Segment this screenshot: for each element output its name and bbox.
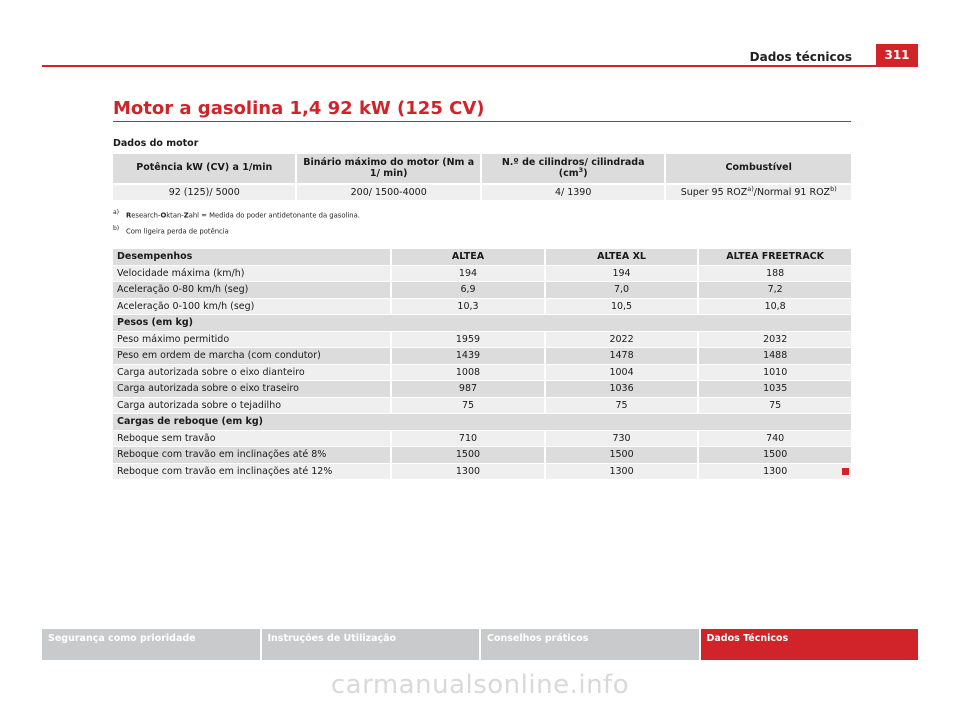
table-row: Aceleração 0-80 km/h (seg) 6,9 7,0 7,2 bbox=[113, 282, 851, 299]
table-row: Velocidade máxima (km/h) 194 194 188 bbox=[113, 266, 851, 283]
table-row: Reboque com travão em inclinações até 8% 1500 1500 1500 bbox=[113, 447, 851, 464]
col-torque: Binário máximo do motor (Nm a 1/ min) bbox=[297, 154, 479, 183]
table-row: Peso máximo permitido 1959 2022 2032 bbox=[113, 332, 851, 349]
value-cylinders: 4/ 1390 bbox=[482, 183, 665, 200]
end-of-section-marker bbox=[842, 468, 849, 475]
section-title: Dados técnicos bbox=[749, 50, 852, 64]
title-rule bbox=[113, 121, 851, 122]
value-power: 92 (125)/ 5000 bbox=[113, 183, 295, 200]
footer-nav bbox=[42, 629, 918, 660]
col-power: Potência kW (CV) a 1/min bbox=[113, 154, 295, 183]
footnote-a: a) Research-Oktan-Zahl = Medida do poder antidetonante da gasolina. bbox=[113, 209, 360, 220]
footer-tab-safety[interactable]: Segurança como prioridade bbox=[42, 629, 260, 660]
section-row-towing: Cargas de reboque (em kg) bbox=[113, 414, 851, 431]
header-rule bbox=[42, 65, 918, 67]
section-row-weights: Pesos (em kg) bbox=[113, 315, 851, 332]
footer-tab-instructions[interactable]: Instruções de Utilização bbox=[262, 629, 480, 660]
table-row: Aceleração 0-100 km/h (seg) 10,3 10,5 10,8 bbox=[113, 299, 851, 316]
watermark: carmanualsonline.info bbox=[330, 670, 630, 700]
perf-header-freetrack: ALTEA FREETRACK bbox=[699, 249, 851, 266]
page-number: 311 bbox=[876, 44, 918, 66]
col-fuel: Combustível bbox=[666, 154, 851, 183]
engine-data-table bbox=[111, 154, 853, 200]
col-cylinders: N.º de cilindros/ cilindrada $(cm^3)$ bbox=[482, 154, 665, 183]
footnote-b: b) Com ligeira perda de potência bbox=[113, 225, 229, 236]
table-row: Reboque com travão em inclinações até 12% 1300 1300 1300 bbox=[113, 464, 851, 481]
perf-header-altea: ALTEA bbox=[392, 249, 544, 266]
table-row: Reboque sem travão 710 730 740 bbox=[113, 431, 851, 448]
table-row bbox=[113, 183, 851, 200]
value-torque: 200/ 1500-4000 bbox=[297, 183, 479, 200]
footer-tab-technical-data[interactable]: Dados Técnicos bbox=[701, 629, 919, 660]
footer-tab-tips[interactable]: Conselhos práticos bbox=[481, 629, 699, 660]
table-row: Carga autorizada sobre o tejadilho 75 75 75 bbox=[113, 398, 851, 415]
table-row: Carga autorizada sobre o eixo dianteiro 1008 1004 1010 bbox=[113, 365, 851, 382]
perf-header-label: Desempenhos bbox=[113, 249, 390, 266]
value-fuel: Super 95 ROZ$^{a)}$/Normal 91 ROZ$^{b)}$ bbox=[666, 183, 851, 200]
engine-data-heading: Dados do motor bbox=[113, 138, 199, 149]
table-row: Carga autorizada sobre o eixo traseiro 987 1036 1035 bbox=[113, 381, 851, 398]
perf-header-altea-xl: ALTEA XL bbox=[546, 249, 698, 266]
table-row: Peso em ordem de marcha (com condutor) 1439 1478 1488 bbox=[113, 348, 851, 365]
performance-table bbox=[111, 249, 853, 480]
page-title: Motor a gasolina 1,4 92 kW (125 CV) bbox=[113, 98, 485, 119]
